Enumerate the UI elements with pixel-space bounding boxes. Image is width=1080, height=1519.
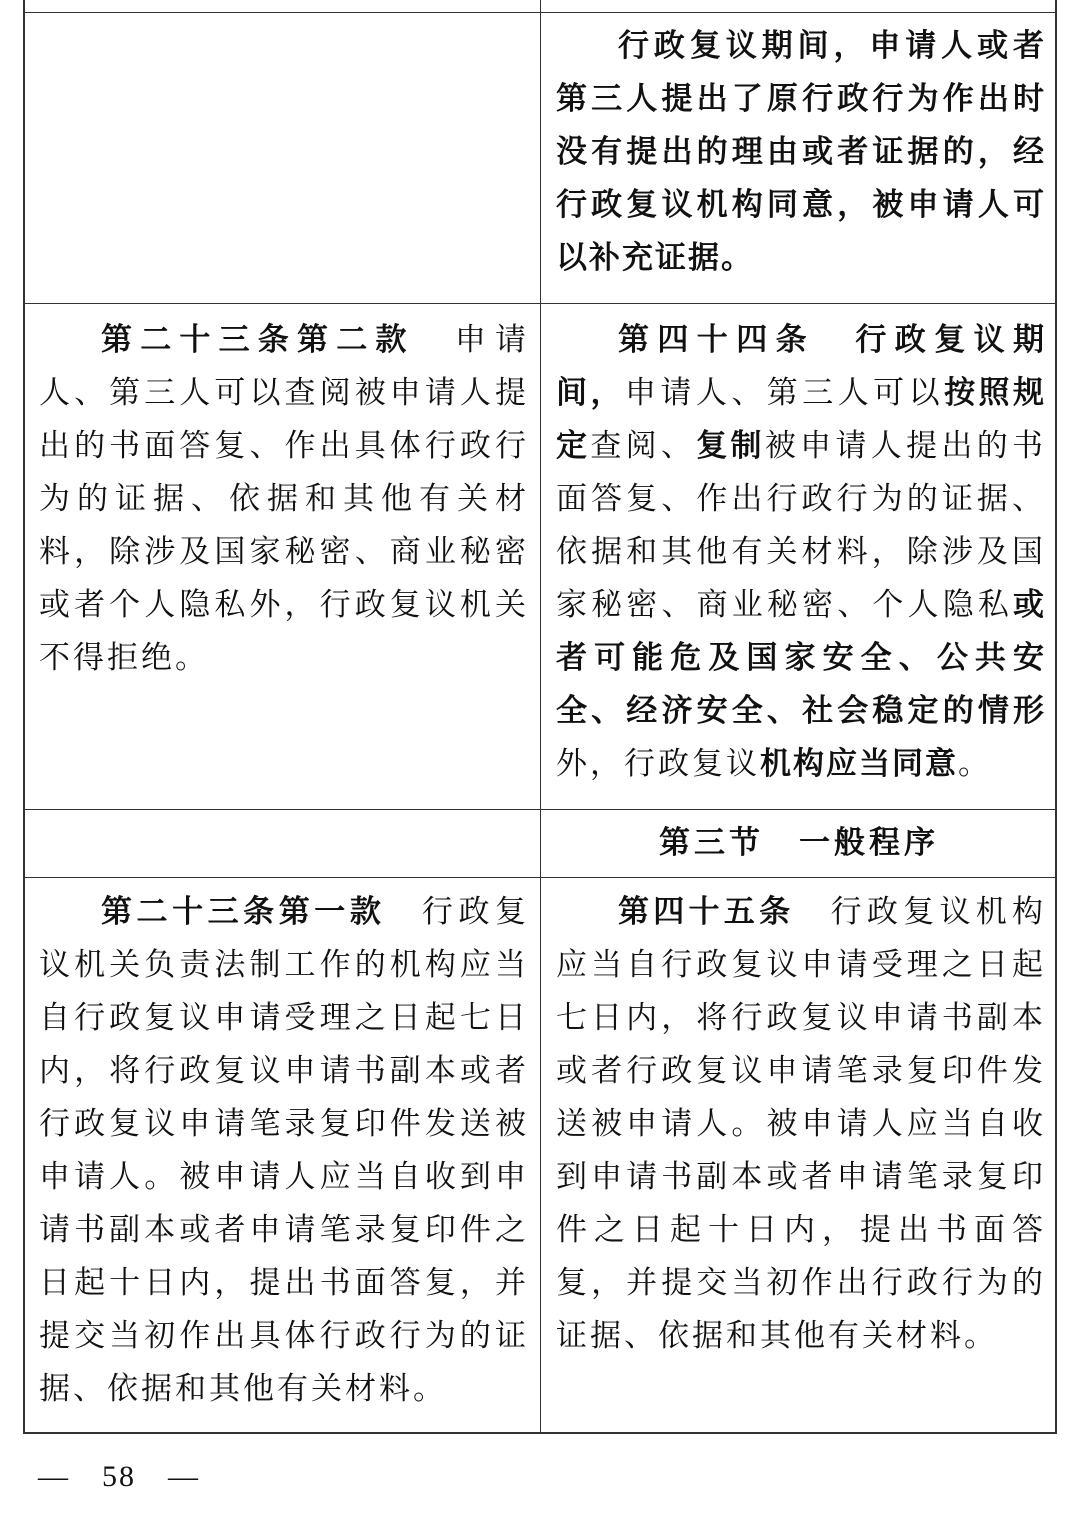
bold-text-segment: 复制 (696, 428, 765, 464)
row2-left-cell (39, 314, 529, 685)
article-body: 行政复议机构应当自行政复议申请受理之日起七日内，将行政复议申请书副本或者行政复议申请笔录复印件发送被申请人。被申请人应当自收到申请书副本或者申请笔录复印件之日起十日内，提出书面答复，并提交当初作出行政行为的证据、依据和其他有关材料。 (556, 894, 1047, 1354)
bold-text-segment: 机构应当同意 (760, 746, 958, 782)
comparison-table (23, 0, 1057, 1434)
article-heading: 第四十四条 (618, 322, 815, 358)
article-body: 申请人、第三人可以查阅被申请人提出的书面答复、作出具体行政行为的证据、依据和其他有关材料，除涉及国家秘密、商业秘密或者个人隐私外，行政复议机关不得拒绝。 (39, 322, 530, 676)
row-divider (25, 12, 1055, 13)
row4-left-cell (39, 886, 529, 1416)
page-number: 58 (102, 1460, 136, 1493)
page-footer: — 58 — (38, 1460, 200, 1493)
text-segment: 申请人、第三人可以 (624, 375, 945, 411)
article-body (556, 322, 1046, 782)
text-segment: 。 (958, 746, 992, 782)
row-divider (25, 877, 1055, 878)
article-heading: 第二十三条第二款 (101, 322, 415, 358)
bold-text-segment: 或者可能危及国家安全、公共安全、经济安全、社会稳定的情形 (556, 587, 1046, 729)
bold-text-segment: 行政复议期间，申请人或者第三人提出了原行政行为作出时没有提出的理由或者证据的，经行政复议机构同意，被申请人可以补充证据。 (556, 28, 1046, 276)
row2-right-cell (556, 314, 1046, 791)
article-heading: 第二十三条第一款 (101, 894, 386, 930)
row1-right-cell (556, 20, 1046, 285)
article-body: 行政复议机关负责法制工作的机构应当自行政复议申请受理之日起七日内，将行政复议申请书副本或者行政复议申请笔录复印件发送被申请人。被申请人应当自收到申请书副本或者申请笔录复印件之日起十日内，提出书面答复，并提交当初作出具体行政行为的证据、依据和其他有关材料。 (39, 894, 530, 1407)
row-divider (25, 303, 1055, 304)
text-segment: 外，行政复议 (556, 746, 760, 782)
text-segment: 被申请人提出的书面答复、作出行政行为的证据、依据和其他有关材料，除涉及国家秘密、商业秘密、个人隐私 (556, 428, 1047, 623)
column-divider (540, 0, 541, 1432)
bold-text-segment: 行政复议期间， (556, 322, 1047, 411)
row4-right-cell (556, 886, 1046, 1363)
article-heading: 第四十五条 (618, 894, 795, 930)
text-segment: 查阅、 (590, 428, 697, 464)
section-heading: 第三节 一般程序 (659, 825, 939, 861)
bold-text-segment: 按照规定 (556, 375, 1047, 464)
